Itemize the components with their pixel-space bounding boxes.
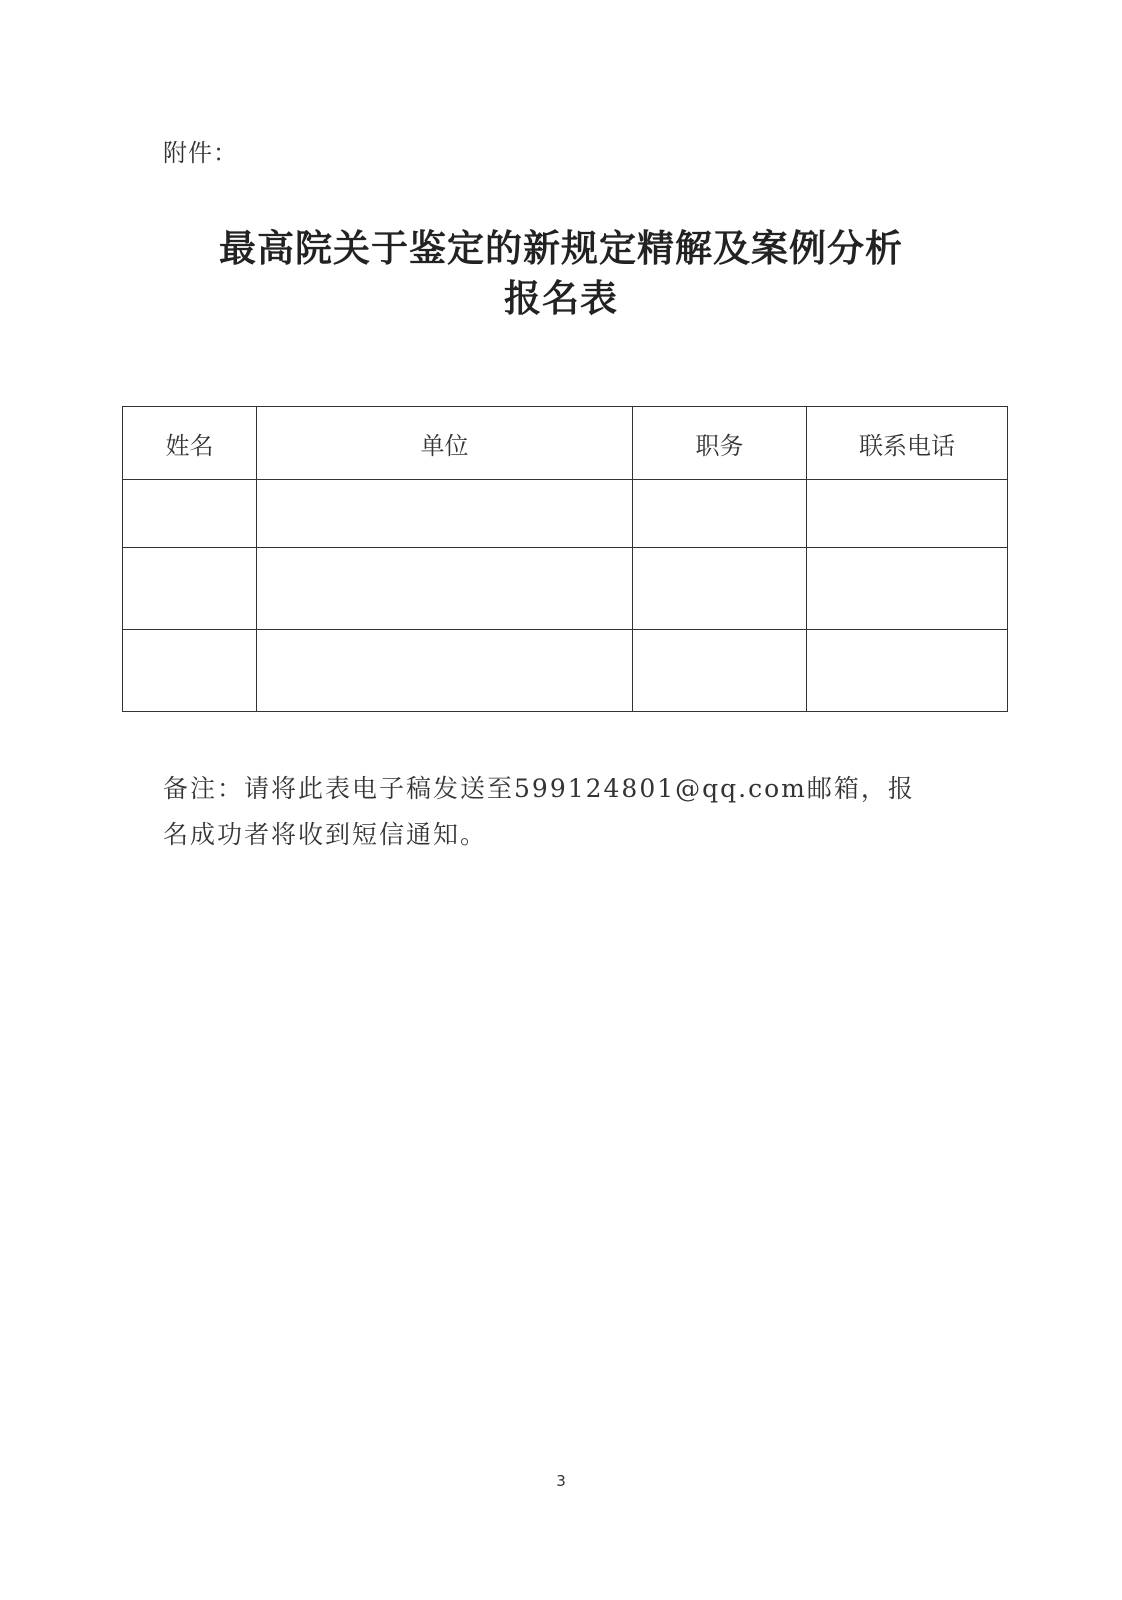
table-row	[123, 480, 1008, 548]
organization-cell[interactable]	[257, 548, 633, 630]
position-cell[interactable]	[633, 630, 807, 712]
document-title: 最高院关于鉴定的新规定精解及案例分析	[219, 227, 903, 270]
table-row	[123, 548, 1008, 630]
table-row	[123, 630, 1008, 712]
organization-cell[interactable]	[257, 630, 633, 712]
phone-cell[interactable]	[807, 480, 1008, 548]
organization-cell[interactable]	[257, 480, 633, 548]
document-subtitle: 报名表	[504, 277, 618, 320]
header-organization: 单位	[257, 407, 633, 480]
note-line-2: 名成功者将收到短信通知。	[163, 820, 488, 849]
header-position: 职务	[633, 407, 807, 480]
phone-cell[interactable]	[807, 630, 1008, 712]
position-cell[interactable]	[633, 480, 807, 548]
note-line-1: 备注：请将此表电子稿发送至599124801@qq.com邮箱，报	[163, 774, 915, 803]
registration-form-table	[122, 406, 1008, 712]
name-cell[interactable]	[123, 630, 257, 712]
page-number: 3	[556, 1472, 566, 1490]
table-header-row	[123, 407, 1008, 480]
name-cell[interactable]	[123, 480, 257, 548]
header-phone: 联系电话	[807, 407, 1008, 480]
attachment-label: 附件：	[163, 139, 238, 167]
note-paragraph	[163, 766, 963, 858]
header-name: 姓名	[123, 407, 257, 480]
phone-cell[interactable]	[807, 548, 1008, 630]
position-cell[interactable]	[633, 548, 807, 630]
name-cell[interactable]	[123, 548, 257, 630]
